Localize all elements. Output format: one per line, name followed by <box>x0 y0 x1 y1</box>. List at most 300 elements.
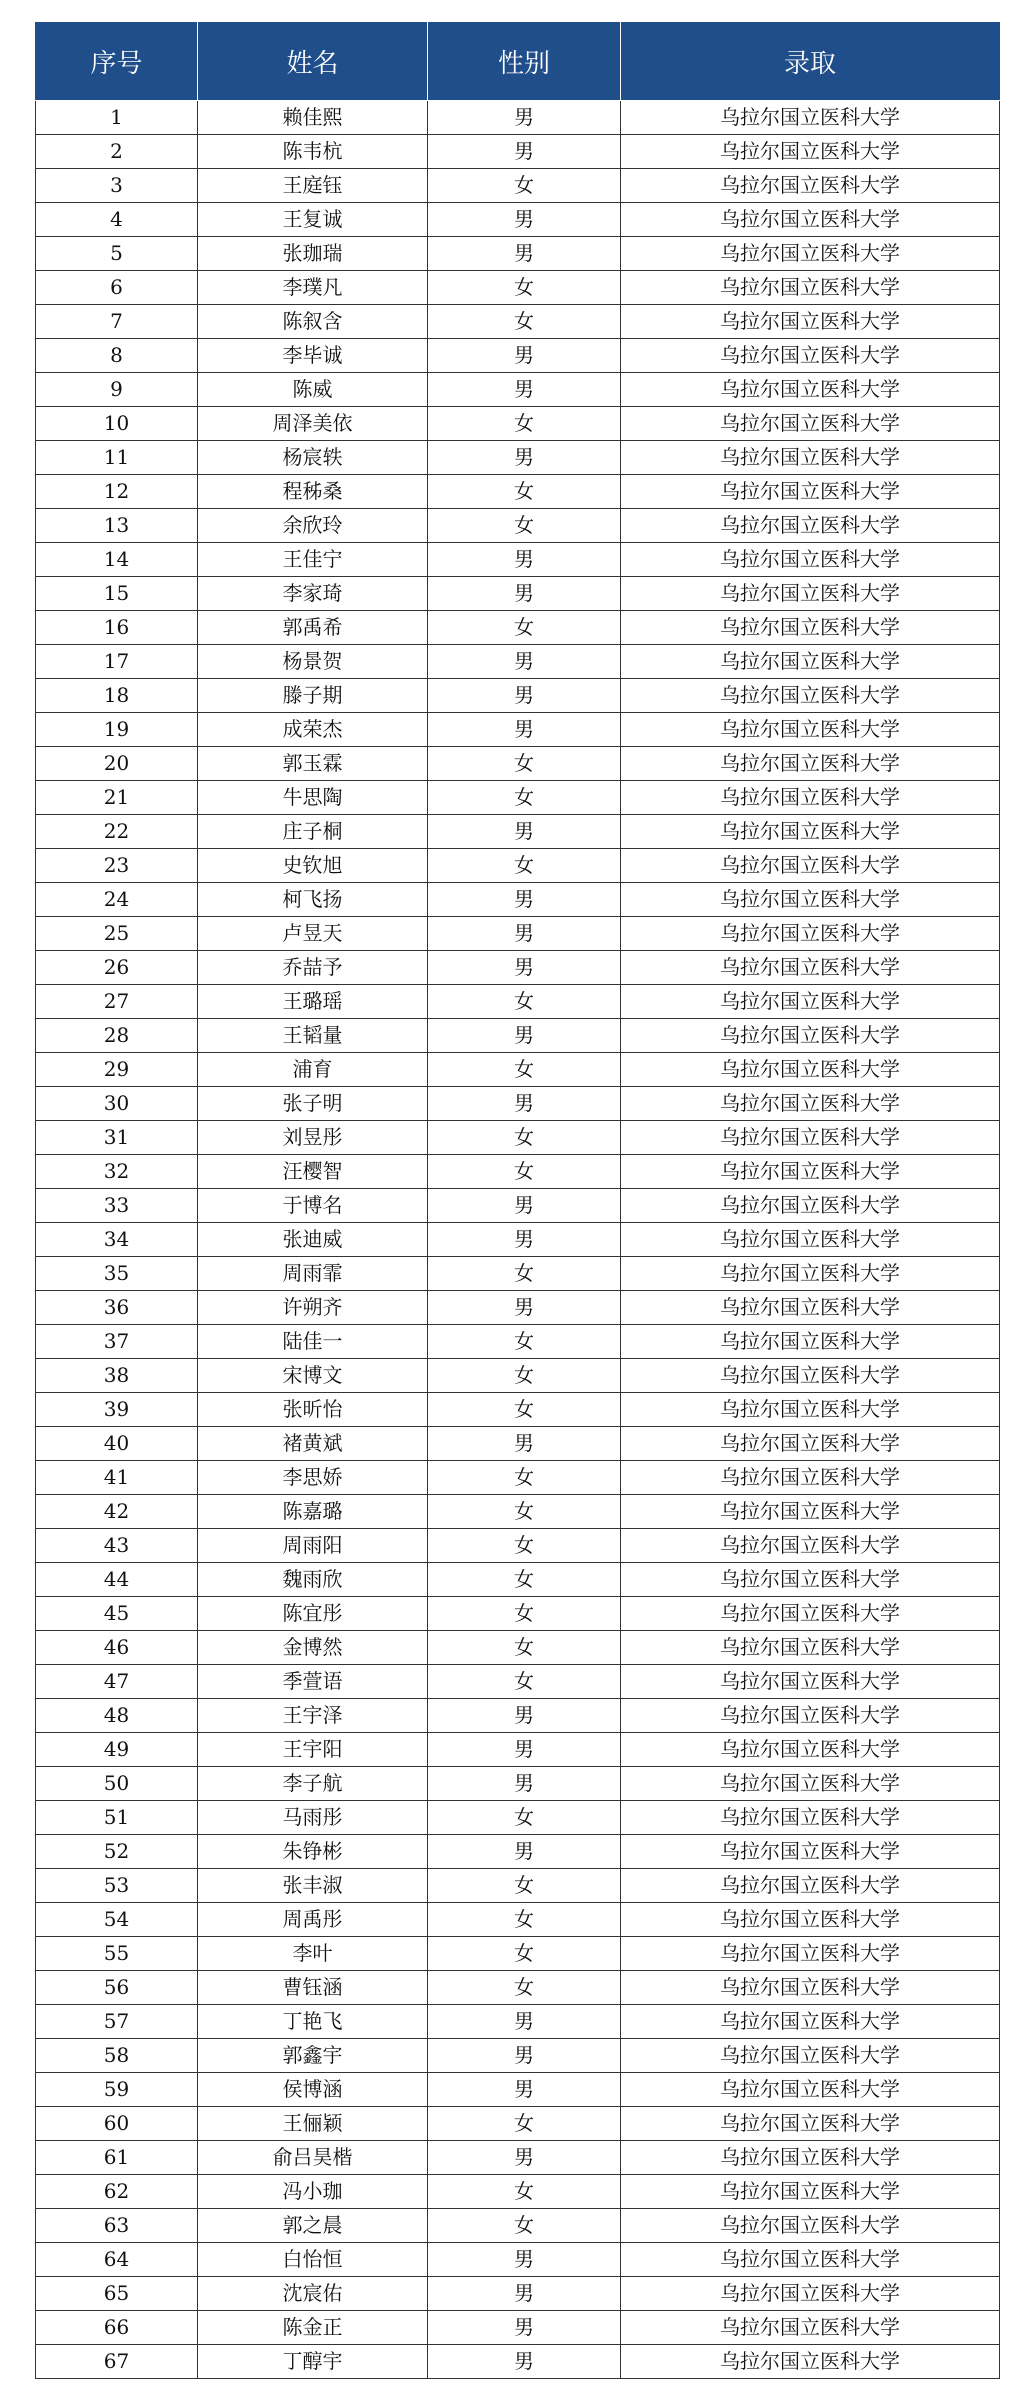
cell-index: 6 <box>36 271 198 305</box>
table-row <box>36 1767 1000 1801</box>
cell-name: 于博名 <box>198 1189 428 1223</box>
cell-name: 杨景贺 <box>198 645 428 679</box>
cell-admission: 乌拉尔国立医科大学 <box>621 237 1000 271</box>
cell-gender: 男 <box>428 101 621 135</box>
cell-gender: 男 <box>428 441 621 475</box>
cell-name: 牛思陶 <box>198 781 428 815</box>
table-row <box>36 577 1000 611</box>
cell-index: 49 <box>36 1733 198 1767</box>
cell-gender: 男 <box>428 1767 621 1801</box>
cell-admission: 乌拉尔国立医科大学 <box>621 1767 1000 1801</box>
cell-gender: 男 <box>428 1699 621 1733</box>
cell-index: 43 <box>36 1529 198 1563</box>
cell-index: 2 <box>36 135 198 169</box>
table-row <box>36 509 1000 543</box>
cell-admission: 乌拉尔国立医科大学 <box>621 1529 1000 1563</box>
cell-index: 45 <box>36 1597 198 1631</box>
table-row <box>36 1665 1000 1699</box>
cell-index: 25 <box>36 917 198 951</box>
cell-name: 季萱语 <box>198 1665 428 1699</box>
cell-admission: 乌拉尔国立医科大学 <box>621 271 1000 305</box>
cell-admission: 乌拉尔国立医科大学 <box>621 951 1000 985</box>
cell-index: 21 <box>36 781 198 815</box>
cell-index: 11 <box>36 441 198 475</box>
cell-admission: 乌拉尔国立医科大学 <box>621 679 1000 713</box>
cell-admission: 乌拉尔国立医科大学 <box>621 1835 1000 1869</box>
table-row <box>36 1155 1000 1189</box>
cell-index: 64 <box>36 2243 198 2277</box>
cell-gender: 男 <box>428 237 621 271</box>
table-row <box>36 611 1000 645</box>
table-row <box>36 1529 1000 1563</box>
cell-name: 程秭桑 <box>198 475 428 509</box>
cell-gender: 女 <box>428 1325 621 1359</box>
cell-name: 张昕怡 <box>198 1393 428 1427</box>
cell-name: 李家琦 <box>198 577 428 611</box>
cell-index: 9 <box>36 373 198 407</box>
table-row <box>36 1597 1000 1631</box>
table-row <box>36 2039 1000 2073</box>
cell-gender: 男 <box>428 679 621 713</box>
table-row <box>36 781 1000 815</box>
cell-name: 丁醇宇 <box>198 2345 428 2379</box>
cell-gender: 女 <box>428 611 621 645</box>
table-row <box>36 2175 1000 2209</box>
cell-admission: 乌拉尔国立医科大学 <box>621 917 1000 951</box>
table-row <box>36 169 1000 203</box>
cell-name: 王俪颖 <box>198 2107 428 2141</box>
table-row <box>36 883 1000 917</box>
header-index: 序号 <box>36 22 198 101</box>
cell-index: 48 <box>36 1699 198 1733</box>
cell-index: 20 <box>36 747 198 781</box>
cell-admission: 乌拉尔国立医科大学 <box>621 441 1000 475</box>
cell-admission: 乌拉尔国立医科大学 <box>621 815 1000 849</box>
cell-gender: 男 <box>428 339 621 373</box>
cell-gender: 女 <box>428 1359 621 1393</box>
table-row <box>36 1801 1000 1835</box>
cell-name: 褚黄斌 <box>198 1427 428 1461</box>
cell-gender: 男 <box>428 577 621 611</box>
cell-name: 曹钰涵 <box>198 1971 428 2005</box>
cell-index: 59 <box>36 2073 198 2107</box>
cell-name: 宋博文 <box>198 1359 428 1393</box>
cell-admission: 乌拉尔国立医科大学 <box>621 1733 1000 1767</box>
cell-name: 周禹彤 <box>198 1903 428 1937</box>
cell-admission: 乌拉尔国立医科大学 <box>621 407 1000 441</box>
cell-gender: 男 <box>428 373 621 407</box>
cell-gender: 男 <box>428 2311 621 2345</box>
cell-name: 卢昱天 <box>198 917 428 951</box>
table-row <box>36 713 1000 747</box>
table-row <box>36 1937 1000 1971</box>
cell-index: 56 <box>36 1971 198 2005</box>
cell-name: 滕子期 <box>198 679 428 713</box>
cell-gender: 女 <box>428 271 621 305</box>
table-body <box>36 101 1000 2379</box>
cell-admission: 乌拉尔国立医科大学 <box>621 611 1000 645</box>
table-row <box>36 1325 1000 1359</box>
cell-index: 51 <box>36 1801 198 1835</box>
cell-index: 18 <box>36 679 198 713</box>
table-row <box>36 2073 1000 2107</box>
cell-index: 26 <box>36 951 198 985</box>
cell-admission: 乌拉尔国立医科大学 <box>621 2073 1000 2107</box>
cell-gender: 男 <box>428 1087 621 1121</box>
cell-admission: 乌拉尔国立医科大学 <box>621 1869 1000 1903</box>
table-row <box>36 407 1000 441</box>
cell-gender: 女 <box>428 169 621 203</box>
table-row <box>36 2107 1000 2141</box>
cell-name: 史钦旭 <box>198 849 428 883</box>
header-gender: 性别 <box>428 22 621 101</box>
cell-index: 63 <box>36 2209 198 2243</box>
cell-admission: 乌拉尔国立医科大学 <box>621 543 1000 577</box>
cell-admission: 乌拉尔国立医科大学 <box>621 1971 1000 2005</box>
cell-index: 28 <box>36 1019 198 1053</box>
cell-gender: 女 <box>428 1495 621 1529</box>
table-row <box>36 373 1000 407</box>
table-row <box>36 645 1000 679</box>
cell-admission: 乌拉尔国立医科大学 <box>621 1393 1000 1427</box>
header-admission: 录取 <box>621 22 1000 101</box>
cell-name: 刘昱彤 <box>198 1121 428 1155</box>
cell-index: 41 <box>36 1461 198 1495</box>
table-row <box>36 2005 1000 2039</box>
table-row <box>36 1053 1000 1087</box>
cell-name: 李璞凡 <box>198 271 428 305</box>
table-row <box>36 2141 1000 2175</box>
cell-gender: 女 <box>428 1869 621 1903</box>
cell-admission: 乌拉尔国立医科大学 <box>621 1699 1000 1733</box>
cell-admission: 乌拉尔国立医科大学 <box>621 1155 1000 1189</box>
table-row <box>36 1495 1000 1529</box>
table-row <box>36 237 1000 271</box>
cell-gender: 女 <box>428 1971 621 2005</box>
cell-index: 55 <box>36 1937 198 1971</box>
cell-admission: 乌拉尔国立医科大学 <box>621 1495 1000 1529</box>
admission-list <box>35 22 999 2379</box>
cell-index: 36 <box>36 1291 198 1325</box>
cell-index: 16 <box>36 611 198 645</box>
cell-admission: 乌拉尔国立医科大学 <box>621 713 1000 747</box>
table-row <box>36 271 1000 305</box>
cell-name: 陈叙含 <box>198 305 428 339</box>
cell-gender: 女 <box>428 1801 621 1835</box>
cell-gender: 女 <box>428 781 621 815</box>
cell-admission: 乌拉尔国立医科大学 <box>621 2039 1000 2073</box>
cell-index: 38 <box>36 1359 198 1393</box>
cell-gender: 女 <box>428 985 621 1019</box>
table-row <box>36 849 1000 883</box>
cell-admission: 乌拉尔国立医科大学 <box>621 781 1000 815</box>
cell-gender: 男 <box>428 2243 621 2277</box>
cell-admission: 乌拉尔国立医科大学 <box>621 1631 1000 1665</box>
cell-gender: 男 <box>428 1019 621 1053</box>
cell-name: 金博然 <box>198 1631 428 1665</box>
cell-admission: 乌拉尔国立医科大学 <box>621 1325 1000 1359</box>
cell-name: 郭鑫宇 <box>198 2039 428 2073</box>
cell-admission: 乌拉尔国立医科大学 <box>621 1903 1000 1937</box>
cell-gender: 女 <box>428 1597 621 1631</box>
cell-gender: 女 <box>428 1257 621 1291</box>
cell-index: 27 <box>36 985 198 1019</box>
table-row <box>36 917 1000 951</box>
table-row <box>36 1087 1000 1121</box>
table-row <box>36 2311 1000 2345</box>
cell-admission: 乌拉尔国立医科大学 <box>621 1087 1000 1121</box>
header-name: 姓名 <box>198 22 428 101</box>
cell-index: 29 <box>36 1053 198 1087</box>
cell-index: 44 <box>36 1563 198 1597</box>
table-row <box>36 2209 1000 2243</box>
cell-admission: 乌拉尔国立医科大学 <box>621 2141 1000 2175</box>
table-row <box>36 1121 1000 1155</box>
cell-admission: 乌拉尔国立医科大学 <box>621 373 1000 407</box>
cell-admission: 乌拉尔国立医科大学 <box>621 1291 1000 1325</box>
table-row <box>36 1733 1000 1767</box>
cell-gender: 男 <box>428 2005 621 2039</box>
cell-admission: 乌拉尔国立医科大学 <box>621 305 1000 339</box>
cell-name: 丁艳飞 <box>198 2005 428 2039</box>
cell-name: 浦育 <box>198 1053 428 1087</box>
table-row <box>36 1223 1000 1257</box>
cell-admission: 乌拉尔国立医科大学 <box>621 169 1000 203</box>
cell-name: 王宇泽 <box>198 1699 428 1733</box>
table-row <box>36 135 1000 169</box>
cell-name: 王宇阳 <box>198 1733 428 1767</box>
table-row <box>36 815 1000 849</box>
cell-gender: 女 <box>428 407 621 441</box>
cell-index: 10 <box>36 407 198 441</box>
table-row <box>36 1257 1000 1291</box>
cell-name: 陆佳一 <box>198 1325 428 1359</box>
cell-name: 马雨彤 <box>198 1801 428 1835</box>
cell-index: 34 <box>36 1223 198 1257</box>
cell-name: 魏雨欣 <box>198 1563 428 1597</box>
cell-admission: 乌拉尔国立医科大学 <box>621 1189 1000 1223</box>
table-row <box>36 2277 1000 2311</box>
cell-gender: 女 <box>428 509 621 543</box>
table-row <box>36 1291 1000 1325</box>
cell-index: 54 <box>36 1903 198 1937</box>
cell-name: 李毕诚 <box>198 339 428 373</box>
cell-name: 陈金正 <box>198 2311 428 2345</box>
cell-name: 沈宸佑 <box>198 2277 428 2311</box>
cell-admission: 乌拉尔国立医科大学 <box>621 1019 1000 1053</box>
cell-admission: 乌拉尔国立医科大学 <box>621 2243 1000 2277</box>
table-row <box>36 1971 1000 2005</box>
cell-name: 王韬量 <box>198 1019 428 1053</box>
table-row <box>36 1563 1000 1597</box>
cell-name: 王复诚 <box>198 203 428 237</box>
table-row <box>36 1835 1000 1869</box>
cell-index: 30 <box>36 1087 198 1121</box>
cell-admission: 乌拉尔国立医科大学 <box>621 1563 1000 1597</box>
cell-gender: 女 <box>428 1937 621 1971</box>
cell-index: 22 <box>36 815 198 849</box>
cell-admission: 乌拉尔国立医科大学 <box>621 2005 1000 2039</box>
cell-gender: 男 <box>428 203 621 237</box>
table-header <box>36 22 1000 101</box>
table-row <box>36 2243 1000 2277</box>
cell-admission: 乌拉尔国立医科大学 <box>621 1427 1000 1461</box>
table-row <box>36 1427 1000 1461</box>
cell-admission: 乌拉尔国立医科大学 <box>621 135 1000 169</box>
table-row <box>36 1189 1000 1223</box>
cell-index: 1 <box>36 101 198 135</box>
cell-admission: 乌拉尔国立医科大学 <box>621 2345 1000 2379</box>
cell-name: 白怡恒 <box>198 2243 428 2277</box>
table-row <box>36 985 1000 1019</box>
table-row <box>36 1393 1000 1427</box>
cell-index: 15 <box>36 577 198 611</box>
cell-admission: 乌拉尔国立医科大学 <box>621 475 1000 509</box>
cell-name: 许朔齐 <box>198 1291 428 1325</box>
cell-admission: 乌拉尔国立医科大学 <box>621 2277 1000 2311</box>
table-row <box>36 475 1000 509</box>
cell-index: 19 <box>36 713 198 747</box>
cell-gender: 男 <box>428 951 621 985</box>
cell-index: 67 <box>36 2345 198 2379</box>
cell-admission: 乌拉尔国立医科大学 <box>621 339 1000 373</box>
table-row <box>36 101 1000 135</box>
cell-admission: 乌拉尔国立医科大学 <box>621 1359 1000 1393</box>
cell-index: 5 <box>36 237 198 271</box>
table-row <box>36 2345 1000 2379</box>
cell-gender: 男 <box>428 543 621 577</box>
cell-admission: 乌拉尔国立医科大学 <box>621 1665 1000 1699</box>
cell-name: 柯飞扬 <box>198 883 428 917</box>
cell-name: 陈宜彤 <box>198 1597 428 1631</box>
admission-table <box>35 22 1000 2379</box>
cell-gender: 男 <box>428 1427 621 1461</box>
cell-index: 7 <box>36 305 198 339</box>
cell-name: 周雨霏 <box>198 1257 428 1291</box>
cell-name: 朱铮彬 <box>198 1835 428 1869</box>
cell-name: 陈威 <box>198 373 428 407</box>
cell-index: 60 <box>36 2107 198 2141</box>
cell-index: 8 <box>36 339 198 373</box>
cell-gender: 男 <box>428 883 621 917</box>
cell-name: 杨宸轶 <box>198 441 428 475</box>
header-row <box>36 22 1000 101</box>
cell-admission: 乌拉尔国立医科大学 <box>621 1121 1000 1155</box>
table-row <box>36 203 1000 237</box>
cell-name: 陈嘉璐 <box>198 1495 428 1529</box>
cell-index: 4 <box>36 203 198 237</box>
table-row <box>36 679 1000 713</box>
cell-admission: 乌拉尔国立医科大学 <box>621 2311 1000 2345</box>
cell-index: 46 <box>36 1631 198 1665</box>
cell-index: 57 <box>36 2005 198 2039</box>
cell-gender: 女 <box>428 1631 621 1665</box>
table-row <box>36 747 1000 781</box>
table-row <box>36 1631 1000 1665</box>
cell-name: 张子明 <box>198 1087 428 1121</box>
cell-name: 余欣玲 <box>198 509 428 543</box>
cell-gender: 男 <box>428 713 621 747</box>
cell-index: 33 <box>36 1189 198 1223</box>
table-row <box>36 1699 1000 1733</box>
cell-name: 冯小珈 <box>198 2175 428 2209</box>
table-row <box>36 441 1000 475</box>
cell-index: 40 <box>36 1427 198 1461</box>
cell-name: 李叶 <box>198 1937 428 1971</box>
cell-admission: 乌拉尔国立医科大学 <box>621 509 1000 543</box>
cell-index: 14 <box>36 543 198 577</box>
cell-index: 23 <box>36 849 198 883</box>
cell-gender: 男 <box>428 815 621 849</box>
cell-admission: 乌拉尔国立医科大学 <box>621 1257 1000 1291</box>
cell-gender: 男 <box>428 1291 621 1325</box>
cell-name: 赖佳熙 <box>198 101 428 135</box>
cell-index: 62 <box>36 2175 198 2209</box>
table-row <box>36 1903 1000 1937</box>
cell-index: 50 <box>36 1767 198 1801</box>
cell-gender: 男 <box>428 1189 621 1223</box>
cell-gender: 男 <box>428 645 621 679</box>
cell-index: 32 <box>36 1155 198 1189</box>
cell-admission: 乌拉尔国立医科大学 <box>621 2175 1000 2209</box>
cell-gender: 男 <box>428 2277 621 2311</box>
cell-gender: 女 <box>428 475 621 509</box>
cell-name: 李思娇 <box>198 1461 428 1495</box>
cell-admission: 乌拉尔国立医科大学 <box>621 2209 1000 2243</box>
cell-name: 郭玉霖 <box>198 747 428 781</box>
cell-index: 3 <box>36 169 198 203</box>
cell-index: 52 <box>36 1835 198 1869</box>
cell-name: 王佳宁 <box>198 543 428 577</box>
cell-name: 乔喆予 <box>198 951 428 985</box>
cell-admission: 乌拉尔国立医科大学 <box>621 1461 1000 1495</box>
cell-gender: 女 <box>428 1461 621 1495</box>
cell-admission: 乌拉尔国立医科大学 <box>621 1937 1000 1971</box>
cell-gender: 女 <box>428 1665 621 1699</box>
cell-admission: 乌拉尔国立医科大学 <box>621 2107 1000 2141</box>
cell-gender: 男 <box>428 1835 621 1869</box>
table-row <box>36 1359 1000 1393</box>
cell-admission: 乌拉尔国立医科大学 <box>621 1223 1000 1257</box>
cell-index: 42 <box>36 1495 198 1529</box>
cell-gender: 女 <box>428 1529 621 1563</box>
cell-gender: 女 <box>428 2209 621 2243</box>
cell-admission: 乌拉尔国立医科大学 <box>621 883 1000 917</box>
table-row <box>36 1019 1000 1053</box>
cell-admission: 乌拉尔国立医科大学 <box>621 577 1000 611</box>
cell-name: 陈韦杭 <box>198 135 428 169</box>
cell-index: 35 <box>36 1257 198 1291</box>
cell-gender: 男 <box>428 1733 621 1767</box>
table-row <box>36 1869 1000 1903</box>
cell-index: 12 <box>36 475 198 509</box>
cell-name: 郭之晨 <box>198 2209 428 2243</box>
cell-index: 47 <box>36 1665 198 1699</box>
cell-name: 侯博涵 <box>198 2073 428 2107</box>
table-row <box>36 1461 1000 1495</box>
cell-name: 张迪威 <box>198 1223 428 1257</box>
cell-name: 成荣杰 <box>198 713 428 747</box>
cell-name: 汪樱智 <box>198 1155 428 1189</box>
cell-admission: 乌拉尔国立医科大学 <box>621 1053 1000 1087</box>
cell-gender: 女 <box>428 1563 621 1597</box>
cell-gender: 女 <box>428 1121 621 1155</box>
cell-index: 65 <box>36 2277 198 2311</box>
cell-gender: 女 <box>428 1053 621 1087</box>
cell-name: 李子航 <box>198 1767 428 1801</box>
cell-gender: 女 <box>428 747 621 781</box>
cell-admission: 乌拉尔国立医科大学 <box>621 849 1000 883</box>
